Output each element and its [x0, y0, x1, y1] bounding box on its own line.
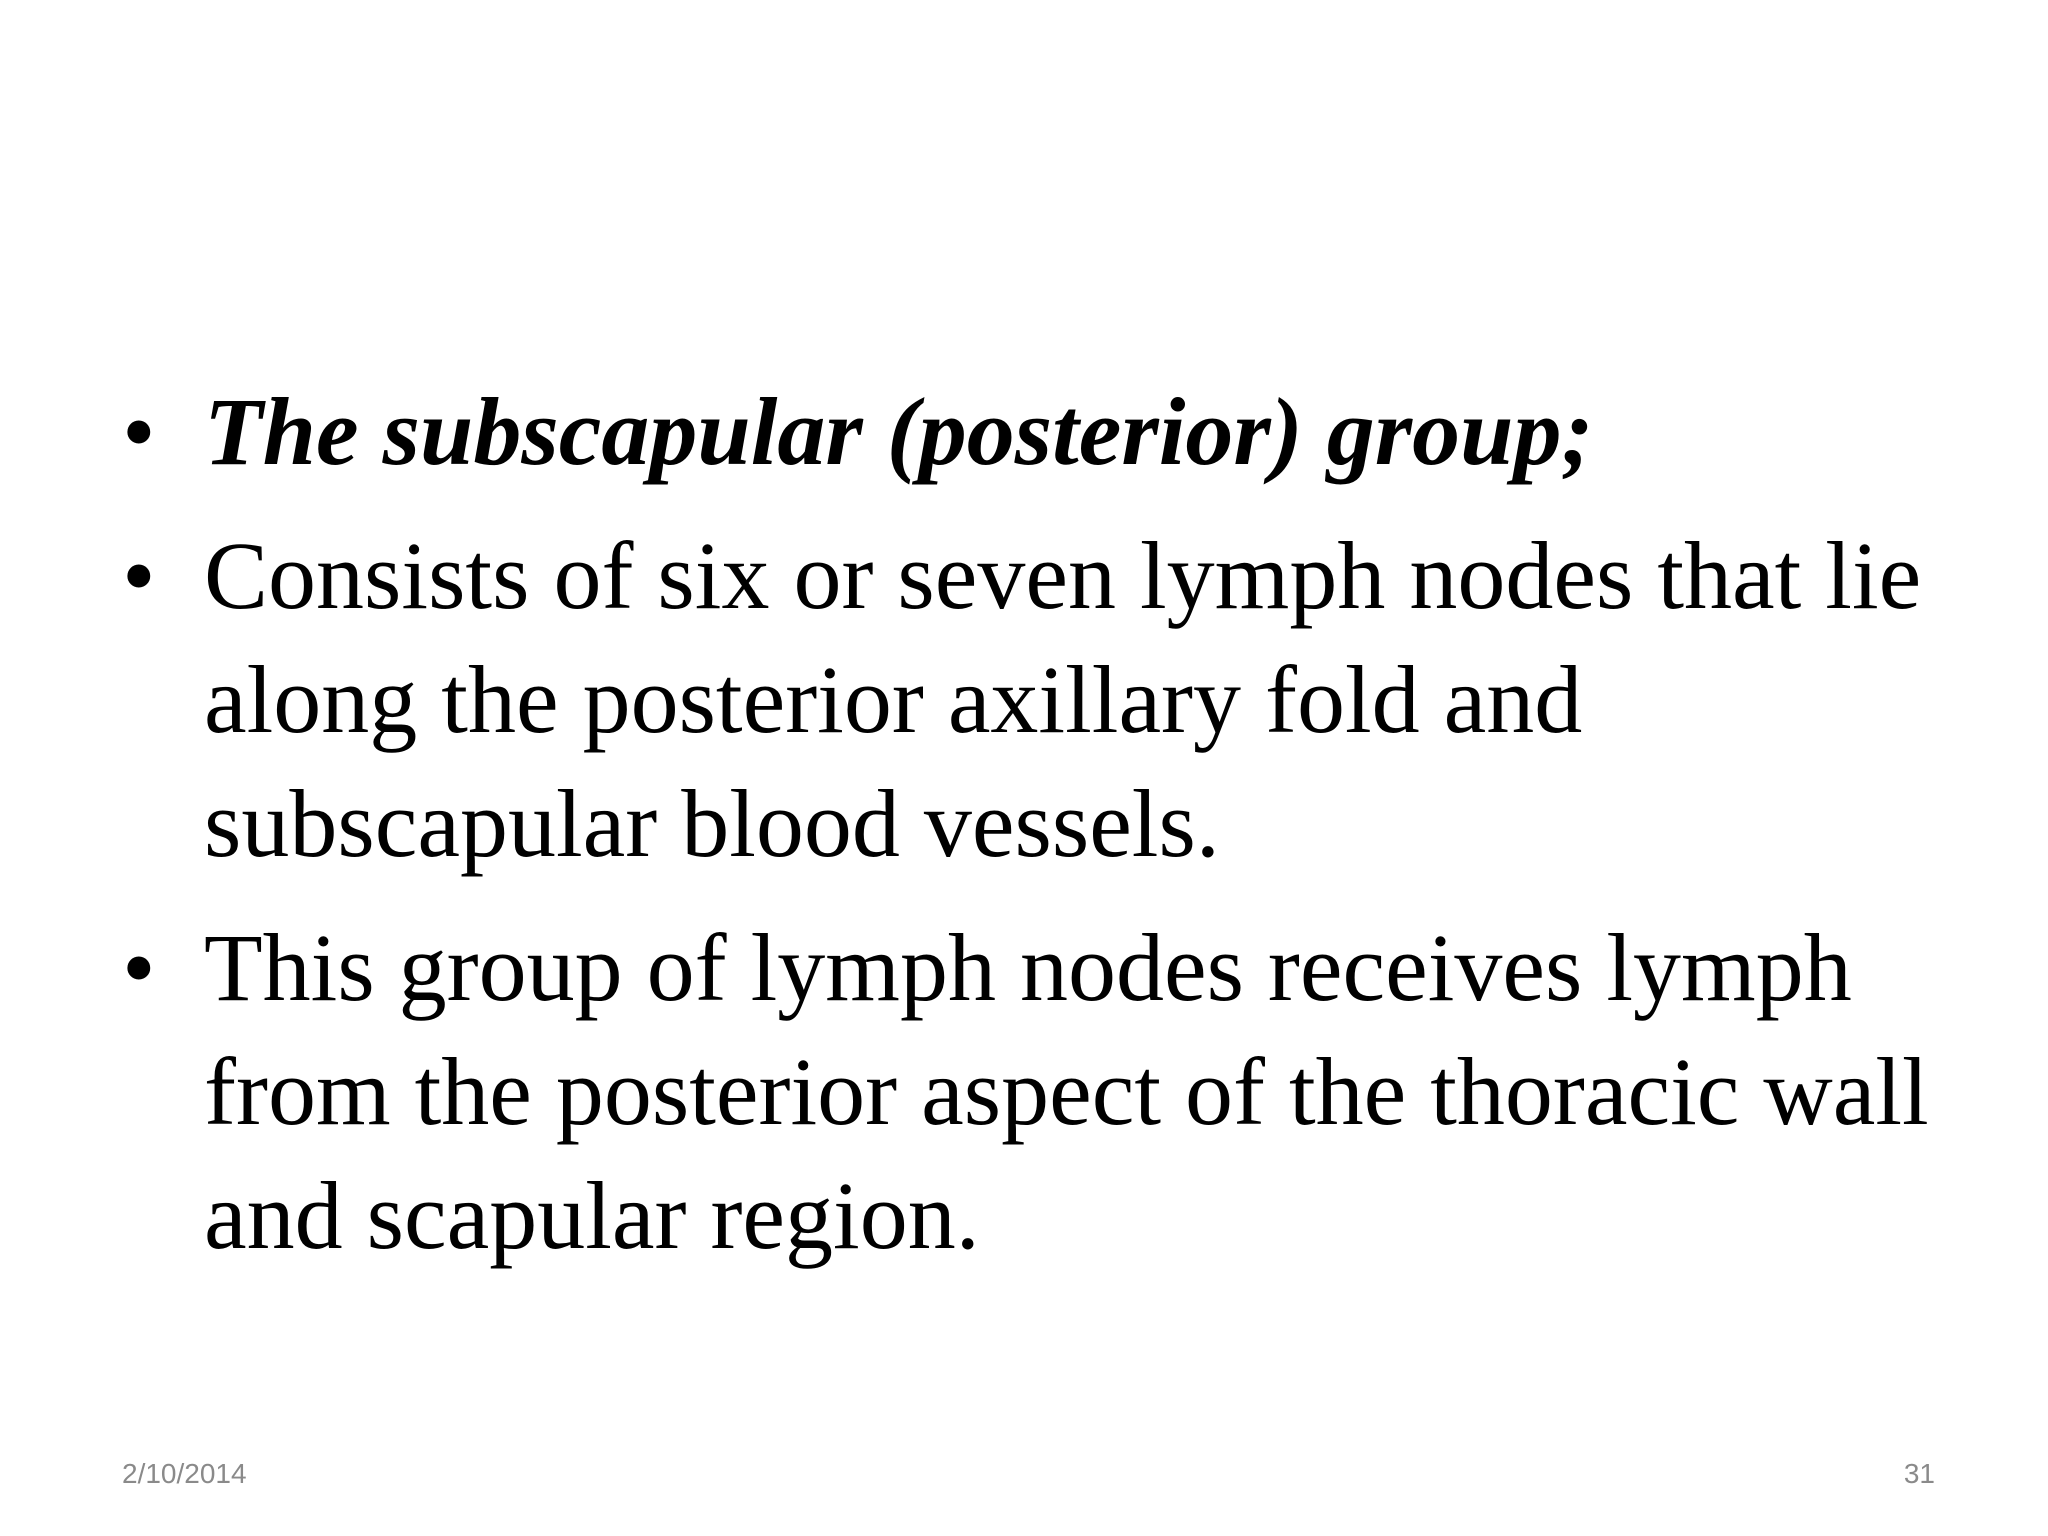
bullet-item-description: [120, 514, 1960, 886]
bullet-list: [120, 370, 1960, 1298]
bullet-drainage-text: This group of lymph nodes receives lymph from the posterior aspect of the thoracic wall and scapular region.: [204, 914, 1929, 1269]
bullet-item-heading: [120, 370, 1960, 494]
footer-page-number: 31: [1903, 1458, 1935, 1489]
footer-date: 2/10/2014: [122, 1458, 247, 1489]
bullet-description-text: Consists of six or seven lymph nodes that lie along the posterior axillary fold and subscapular blood vessels.: [204, 522, 1922, 877]
bullet-item-drainage: [120, 906, 1960, 1278]
bullet-heading-text: The subscapular (posterior) group;: [204, 378, 1594, 485]
bullet-marker: •: [122, 522, 156, 629]
bullet-marker: •: [122, 914, 156, 1021]
bullet-marker: •: [122, 378, 156, 485]
